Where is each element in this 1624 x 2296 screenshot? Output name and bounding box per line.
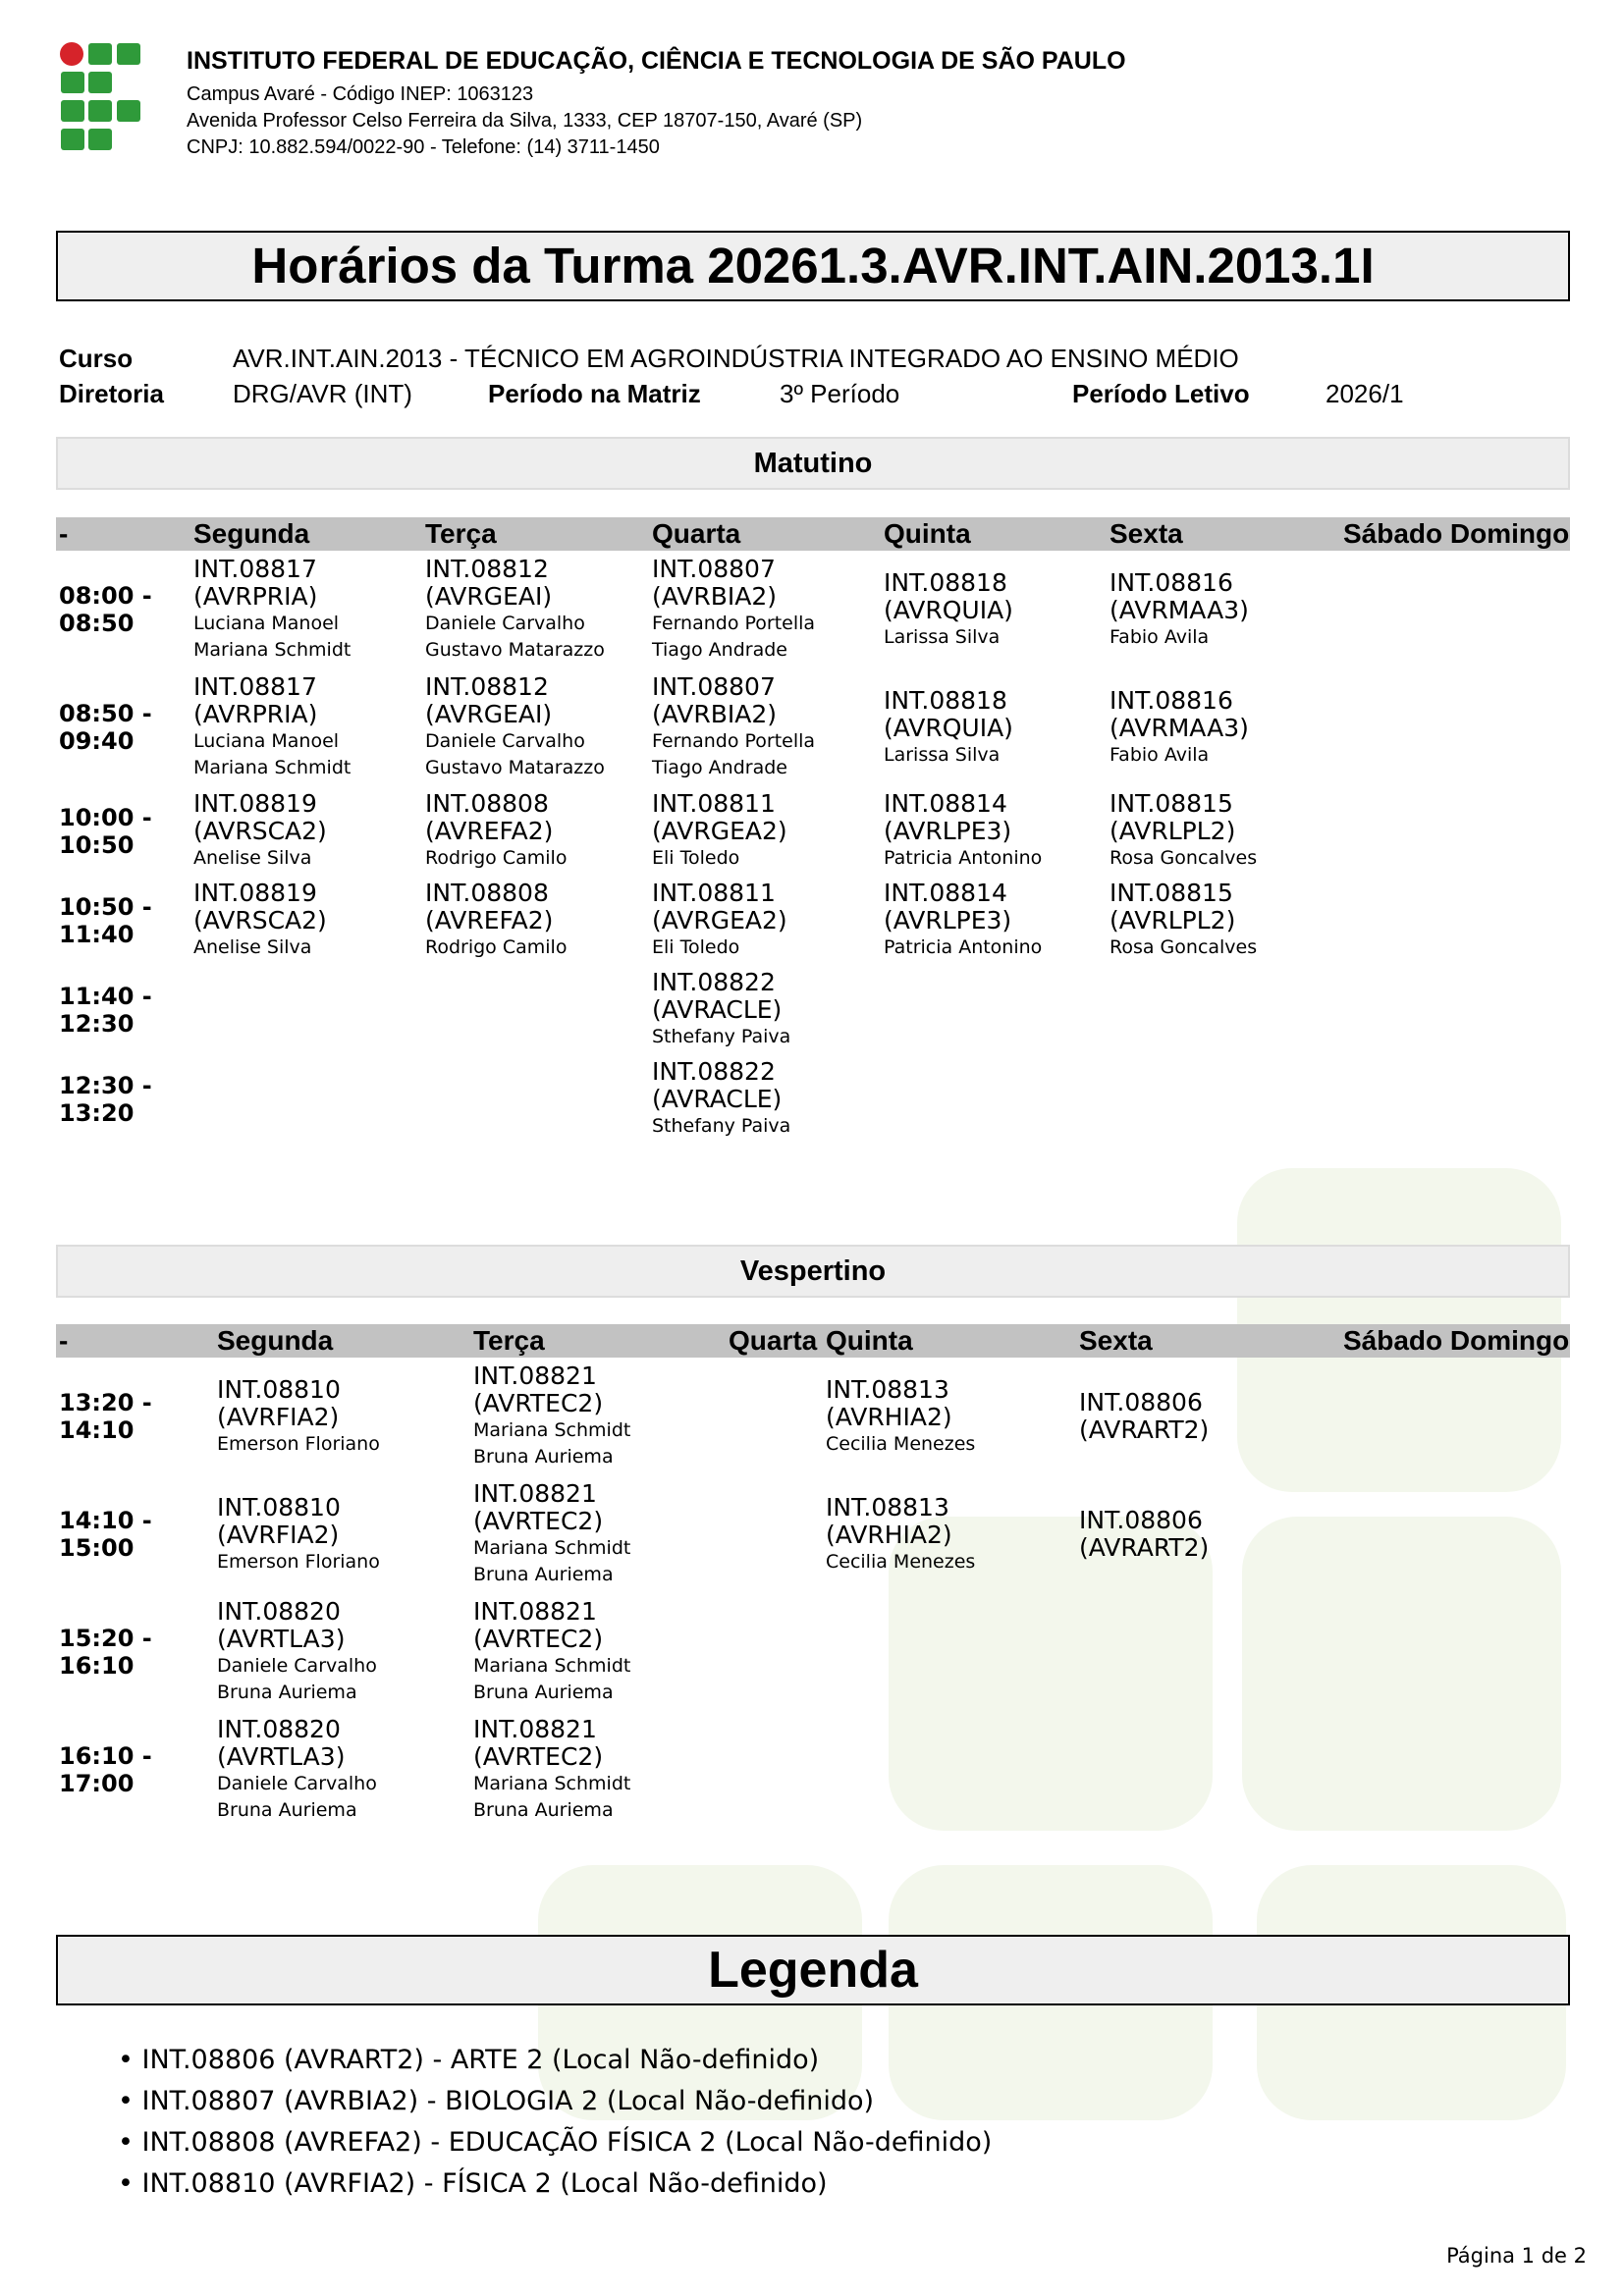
table-row <box>56 1593 1570 1711</box>
class-abbrev: (AVRTEC2) <box>473 1507 604 1535</box>
class-abbrev: (AVRLPL2) <box>1110 906 1236 934</box>
teacher-name: Fernando Portella <box>652 613 816 634</box>
schedule-cell <box>422 551 649 668</box>
time-cell <box>56 876 190 965</box>
class-code: INT.08821 <box>473 1597 597 1626</box>
class-abbrev: (AVRFIA2) <box>217 1402 340 1431</box>
column-header: Sábado Domingo <box>1340 1324 1570 1358</box>
class-abbrev: (AVRGEA2) <box>652 817 787 845</box>
class-code: INT.08812 <box>425 555 549 583</box>
teacher-name: Bruna Auriema <box>473 1446 614 1468</box>
schedule-cell <box>470 1711 726 1829</box>
time-line: 16:10 <box>59 1652 135 1680</box>
teacher-name: Bruna Auriema <box>473 1564 614 1585</box>
teacher-name: Gustavo Matarazzo <box>425 639 605 661</box>
class-code: INT.08819 <box>193 789 317 818</box>
teacher-name: Bruna Auriema <box>217 1799 357 1821</box>
class-code: INT.08821 <box>473 1479 597 1508</box>
schedule-cell <box>881 786 1107 876</box>
time-line: 10:00 - <box>59 803 152 831</box>
schedule-cell <box>214 1711 470 1829</box>
class-abbrev: (AVRART2) <box>1079 1415 1210 1444</box>
schedule-cell <box>823 1593 1076 1711</box>
table-header-row <box>56 1324 1570 1358</box>
class-code: INT.08808 <box>425 879 549 907</box>
schedule-cell <box>1340 668 1570 786</box>
class-abbrev: (AVRFIA2) <box>217 1520 340 1549</box>
class-code: INT.08815 <box>1110 879 1233 907</box>
teacher-name: Tiago Andrade <box>652 639 787 661</box>
schedule-cell <box>190 551 422 668</box>
class-code: INT.08811 <box>652 789 776 818</box>
class-abbrev: (AVRTLA3) <box>217 1625 346 1653</box>
curso-label: Curso <box>59 344 134 373</box>
legend-item-text: INT.08810 (AVRFIA2) - FÍSICA 2 (Local Não-definido) <box>141 2168 828 2199</box>
schedule-cell <box>649 551 881 668</box>
schedule-cell <box>726 1358 823 1475</box>
class-abbrev: (AVRQUIA) <box>884 713 1013 742</box>
time-line: 10:50 - <box>59 892 152 921</box>
schedule-cell <box>422 1054 649 1144</box>
schedule-cell <box>422 668 649 786</box>
class-code: INT.08806 <box>1079 1388 1203 1416</box>
class-abbrev: (AVRMAA3) <box>1110 713 1249 742</box>
schedule-cell <box>726 1711 823 1829</box>
teacher-name: Gustavo Matarazzo <box>425 757 605 778</box>
teacher-name: Bruna Auriema <box>473 1799 614 1821</box>
periodo-matriz-label: Período na Matriz <box>488 379 701 408</box>
teacher-name: Mariana Schmidt <box>193 757 352 778</box>
schedule-cell <box>726 1593 823 1711</box>
schedule-cell <box>422 965 649 1054</box>
time-line: 08:50 - <box>59 700 152 727</box>
schedule-cell <box>823 1358 1076 1475</box>
class-abbrev: (AVRGEAI) <box>425 582 553 611</box>
class-code: INT.08807 <box>652 555 776 583</box>
schedule-cell <box>190 876 422 965</box>
teacher-name: Cecilia Menezes <box>826 1550 976 1573</box>
teacher-name: Daniele Carvalho <box>217 1655 377 1677</box>
class-abbrev: (AVRMAA3) <box>1110 595 1249 624</box>
column-header: - <box>56 517 190 551</box>
schedule-cell <box>1076 1711 1340 1829</box>
periodo-letivo-value: 2026/1 <box>1326 379 1404 408</box>
schedule-cell <box>1340 786 1570 876</box>
time-cell <box>56 1475 214 1593</box>
time-cell <box>56 1711 214 1829</box>
diretoria-value: DRG/AVR (INT) <box>233 379 412 408</box>
table-row <box>56 965 1570 1054</box>
teacher-name: Tiago Andrade <box>652 757 787 778</box>
teacher-name: Bruna Auriema <box>473 1682 614 1703</box>
bullet-icon: • <box>118 2086 142 2116</box>
class-abbrev: (AVRHIA2) <box>826 1520 952 1549</box>
legend-item <box>118 2081 992 2122</box>
campus-line: Campus Avaré - Código INEP: 1063123 <box>187 83 534 105</box>
schedule-cell <box>470 1358 726 1475</box>
class-abbrev: (AVRART2) <box>1079 1533 1210 1562</box>
teacher-name: Rosa Goncalves <box>1110 936 1258 958</box>
table-row <box>56 876 1570 965</box>
schedule-cell <box>1340 551 1570 668</box>
schedule-cell <box>649 876 881 965</box>
teacher-name: Mariana Schmidt <box>473 1655 631 1677</box>
diretoria-label: Diretoria <box>59 379 164 408</box>
table-row <box>56 786 1570 876</box>
vespertino-schedule-table <box>56 1324 1570 1829</box>
teacher-name: Eli Toledo <box>652 936 740 958</box>
teacher-name: Anelise Silva <box>193 847 312 869</box>
legend-item-text: INT.08806 (AVRART2) - ARTE 2 (Local Não-definido) <box>141 2045 820 2075</box>
page-number: Página 1 de 2 <box>1446 2244 1587 2268</box>
teacher-name: Anelise Silva <box>193 936 312 958</box>
bullet-icon: • <box>118 2168 142 2199</box>
schedule-cell <box>649 786 881 876</box>
schedule-cell <box>823 1475 1076 1593</box>
class-abbrev: (AVRPRIA) <box>193 700 318 728</box>
schedule-cell <box>881 876 1107 965</box>
table-row <box>56 1358 1570 1475</box>
teacher-name: Daniele Carvalho <box>425 730 585 752</box>
teacher-name: Mariana Schmidt <box>193 639 352 661</box>
class-code: INT.08820 <box>217 1715 341 1743</box>
column-header: Quarta <box>649 517 881 551</box>
time-cell <box>56 1054 190 1144</box>
time-line: 13:20 - <box>59 1389 152 1416</box>
class-code: INT.08817 <box>193 672 317 701</box>
class-code: INT.08818 <box>884 567 1007 597</box>
time-line: 15:00 <box>59 1534 135 1562</box>
teacher-name: Mariana Schmidt <box>473 1773 631 1794</box>
teacher-name: Bruna Auriema <box>217 1682 357 1703</box>
time-cell <box>56 1593 214 1711</box>
teacher-name: Fabio Avila <box>1110 743 1210 766</box>
class-code: INT.08808 <box>425 789 549 818</box>
column-header: Terça <box>470 1324 726 1358</box>
class-abbrev: (AVREFA2) <box>425 817 554 845</box>
class-code: INT.08810 <box>217 1492 341 1522</box>
class-abbrev: (AVRGEAI) <box>425 700 553 728</box>
matutino-section-title: Matutino <box>56 437 1570 490</box>
column-header: Sexta <box>1107 517 1340 551</box>
class-abbrev: (AVRPRIA) <box>193 582 318 611</box>
schedule-cell <box>1340 965 1570 1054</box>
class-code: INT.08817 <box>193 555 317 583</box>
teacher-name: Patricia Antonino <box>884 847 1043 869</box>
schedule-cell <box>649 1054 881 1144</box>
time-line: 14:10 - <box>59 1507 152 1534</box>
periodo-letivo-label: Período Letivo <box>1072 379 1250 408</box>
schedule-cell <box>1107 668 1340 786</box>
teacher-name: Rosa Goncalves <box>1110 847 1258 869</box>
class-code: INT.08812 <box>425 672 549 701</box>
time-line: 11:40 - <box>59 982 152 1010</box>
curso-value: AVR.INT.AIN.2013 - TÉCNICO EM AGROINDÚSTRIA INTEGRADO AO ENSINO MÉDIO <box>233 344 1239 373</box>
schedule-cell <box>1340 1054 1570 1144</box>
legend-item-text: INT.08808 (AVREFA2) - EDUCAÇÃO FÍSICA 2 (Local Não-definido) <box>141 2127 993 2158</box>
teacher-name: Eli Toledo <box>652 847 740 869</box>
class-abbrev: (AVRLPL2) <box>1110 817 1236 845</box>
table-row <box>56 1475 1570 1593</box>
schedule-cell <box>422 786 649 876</box>
time-line: 15:20 - <box>59 1625 152 1652</box>
schedule-cell <box>1076 1593 1340 1711</box>
table-row <box>56 1711 1570 1829</box>
class-abbrev: (AVRTEC2) <box>473 1742 604 1771</box>
bullet-icon: • <box>118 2127 142 2158</box>
vespertino-section-title: Vespertino <box>56 1245 1570 1298</box>
class-abbrev: (AVRLPE3) <box>884 906 1012 934</box>
schedule-cell <box>823 1711 1076 1829</box>
cnpj-line: CNPJ: 10.882.594/0022-90 - Telefone: (14) 3711-1450 <box>187 136 660 158</box>
schedule-cell <box>1340 1358 1570 1475</box>
column-header: Quinta <box>881 517 1107 551</box>
schedule-cell <box>1107 1054 1340 1144</box>
teacher-name: Daniele Carvalho <box>425 613 585 634</box>
class-code: INT.08815 <box>1110 789 1233 818</box>
schedule-cell <box>881 551 1107 668</box>
schedule-cell <box>881 965 1107 1054</box>
class-code: INT.08821 <box>473 1715 597 1743</box>
column-header: Segunda <box>214 1324 470 1358</box>
class-abbrev: (AVRTLA3) <box>217 1742 346 1771</box>
class-abbrev: (AVRACLE) <box>652 1085 783 1113</box>
class-abbrev: (AVRGEA2) <box>652 906 787 934</box>
teacher-name: Larissa Silva <box>884 743 1001 766</box>
class-code: INT.08816 <box>1110 685 1233 715</box>
class-code: INT.08822 <box>652 968 776 996</box>
legend-list <box>118 2040 992 2205</box>
class-abbrev: (AVRTEC2) <box>473 1389 604 1417</box>
time-line: 13:20 <box>59 1098 135 1127</box>
class-abbrev: (AVRQUIA) <box>884 595 1013 624</box>
teacher-name: Rodrigo Camilo <box>425 936 568 958</box>
teacher-name: Sthefany Paiva <box>652 1026 791 1047</box>
institution-header <box>187 47 1126 161</box>
page-title: Horários da Turma 20261.3.AVR.INT.AIN.2013.1I <box>56 231 1570 301</box>
teacher-name: Mariana Schmidt <box>473 1419 631 1441</box>
schedule-cell <box>214 1358 470 1475</box>
legend-title: Legenda <box>56 1935 1570 2005</box>
class-abbrev: (AVRBIA2) <box>652 582 778 611</box>
time-line: 10:50 <box>59 830 135 859</box>
teacher-name: Mariana Schmidt <box>473 1537 631 1559</box>
column-header: Terça <box>422 517 649 551</box>
matutino-schedule-table <box>56 517 1570 1144</box>
teacher-name: Fernando Portella <box>652 730 816 752</box>
schedule-cell <box>1340 876 1570 965</box>
class-code: INT.08807 <box>652 672 776 701</box>
class-code: INT.08814 <box>884 879 1007 907</box>
teacher-name: Rodrigo Camilo <box>425 847 568 869</box>
schedule-cell <box>1107 965 1340 1054</box>
column-header: Quinta <box>823 1324 1076 1358</box>
class-code: INT.08822 <box>652 1057 776 1086</box>
class-code: INT.08811 <box>652 879 776 907</box>
column-header: Sexta <box>1076 1324 1340 1358</box>
teacher-name: Larissa Silva <box>884 625 1001 648</box>
class-code: INT.08816 <box>1110 567 1233 597</box>
time-cell <box>56 965 190 1054</box>
schedule-cell <box>214 1475 470 1593</box>
legend-item <box>118 2163 992 2205</box>
column-header: Segunda <box>190 517 422 551</box>
schedule-cell <box>649 965 881 1054</box>
table-row <box>56 551 1570 668</box>
class-abbrev: (AVRLPE3) <box>884 817 1012 845</box>
schedule-cell <box>881 668 1107 786</box>
class-code: INT.08820 <box>217 1597 341 1626</box>
schedule-cell <box>726 1475 823 1593</box>
class-abbrev: (AVRTEC2) <box>473 1625 604 1653</box>
class-code: INT.08814 <box>884 789 1007 818</box>
legend-item <box>118 2122 992 2163</box>
teacher-name: Sthefany Paiva <box>652 1115 791 1137</box>
schedule-cell <box>1340 1593 1570 1711</box>
schedule-cell <box>214 1593 470 1711</box>
address-line: Avenida Professor Celso Ferreira da Silva, 1333, CEP 18707-150, Avaré (SP) <box>187 110 863 132</box>
schedule-cell <box>190 965 422 1054</box>
legend-item <box>118 2040 992 2081</box>
schedule-cell <box>1076 1358 1340 1475</box>
column-header: Sábado Domingo <box>1340 517 1570 551</box>
class-code: INT.08813 <box>826 1492 949 1522</box>
time-cell <box>56 668 190 786</box>
teacher-name: Patricia Antonino <box>884 936 1043 958</box>
teacher-name: Luciana Manoel <box>193 613 340 634</box>
teacher-name: Fabio Avila <box>1110 625 1210 648</box>
teacher-name: Daniele Carvalho <box>217 1773 377 1794</box>
bullet-icon: • <box>118 2045 142 2075</box>
teacher-name: Luciana Manoel <box>193 730 340 752</box>
schedule-cell <box>470 1593 726 1711</box>
time-line: 12:30 <box>59 1009 135 1038</box>
class-code: INT.08806 <box>1079 1506 1203 1534</box>
class-code: INT.08810 <box>217 1374 341 1404</box>
schedule-cell <box>470 1475 726 1593</box>
schedule-cell <box>422 876 649 965</box>
time-line: 08:50 <box>59 610 135 637</box>
table-row <box>56 1054 1570 1144</box>
schedule-cell <box>649 668 881 786</box>
teacher-name: Emerson Floriano <box>217 1550 380 1573</box>
class-abbrev: (AVRBIA2) <box>652 700 778 728</box>
schedule-cell <box>1076 1475 1340 1593</box>
class-code: INT.08821 <box>473 1362 597 1390</box>
teacher-name: Cecilia Menezes <box>826 1432 976 1455</box>
teacher-name: Emerson Floriano <box>217 1432 380 1455</box>
time-line: 16:10 - <box>59 1742 152 1770</box>
schedule-cell <box>1107 551 1340 668</box>
schedule-cell <box>1107 876 1340 965</box>
time-cell <box>56 1358 214 1475</box>
time-line: 08:00 - <box>59 582 152 610</box>
time-line: 12:30 - <box>59 1071 152 1099</box>
time-line: 14:10 <box>59 1416 135 1444</box>
class-code: INT.08818 <box>884 685 1007 715</box>
institution-name: INSTITUTO FEDERAL DE EDUCAÇÃO, CIÊNCIA E TECNOLOGIA DE SÃO PAULO <box>187 47 1126 75</box>
class-abbrev: (AVRHIA2) <box>826 1402 952 1431</box>
column-header: - <box>56 1324 214 1358</box>
class-code: INT.08819 <box>193 879 317 907</box>
schedule-cell <box>1340 1711 1570 1829</box>
time-line: 09:40 <box>59 727 135 755</box>
schedule-cell <box>190 786 422 876</box>
time-line: 17:00 <box>59 1770 135 1797</box>
legend-item-text: INT.08807 (AVRBIA2) - BIOLOGIA 2 (Local Não-definido) <box>141 2086 875 2116</box>
time-cell <box>56 551 190 668</box>
class-abbrev: (AVRACLE) <box>652 995 783 1024</box>
class-abbrev: (AVRSCA2) <box>193 817 327 845</box>
periodo-matriz-value: 3º Período <box>780 379 900 408</box>
class-code: INT.08813 <box>826 1374 949 1404</box>
schedule-cell <box>190 1054 422 1144</box>
column-header: Quarta <box>726 1324 823 1358</box>
institution-logo-icon <box>59 41 143 153</box>
time-cell <box>56 786 190 876</box>
schedule-cell <box>190 668 422 786</box>
class-abbrev: (AVREFA2) <box>425 906 554 934</box>
table-header-row <box>56 517 1570 551</box>
schedule-cell <box>1107 786 1340 876</box>
table-row <box>56 668 1570 786</box>
schedule-cell <box>881 1054 1107 1144</box>
class-abbrev: (AVRSCA2) <box>193 906 327 934</box>
schedule-cell <box>1340 1475 1570 1593</box>
time-line: 11:40 <box>59 920 135 948</box>
